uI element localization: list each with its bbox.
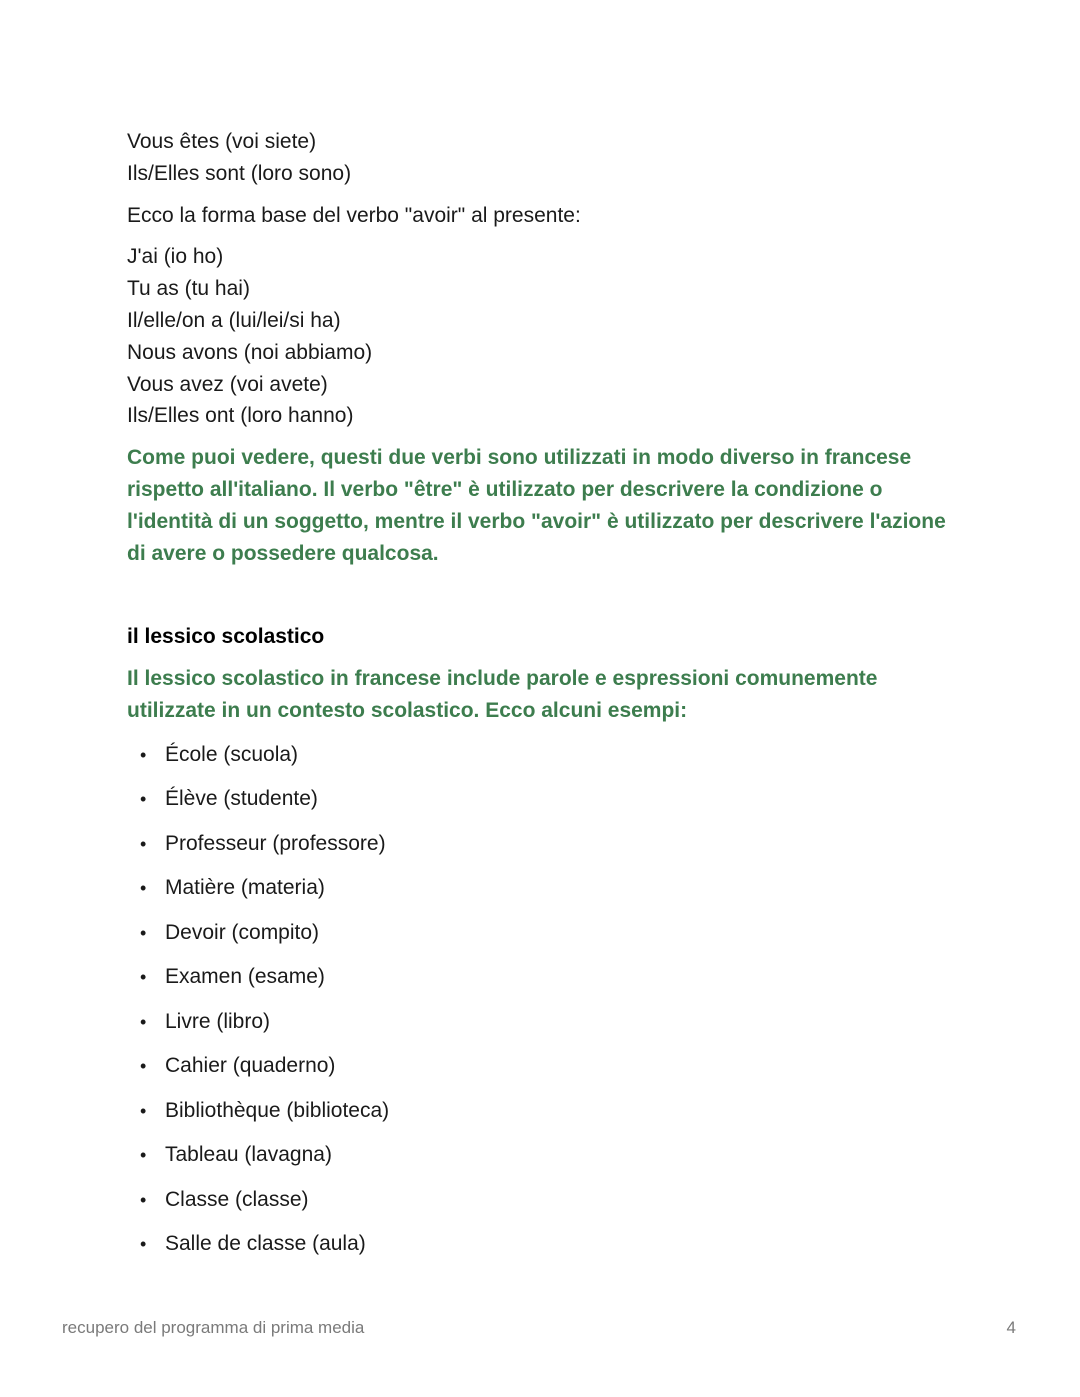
summary-line: rispetto all'italiano. Il verbo "être" è utilizzato per descrivere la condizione o <box>127 477 883 501</box>
bullet-icon: • <box>140 878 147 899</box>
list-item <box>127 961 967 1006</box>
vocab-list <box>127 739 967 1273</box>
list-item <box>127 1095 967 1140</box>
list-item <box>127 917 967 962</box>
list-item <box>127 1006 967 1051</box>
avoir-line: J'ai (io ho) <box>127 245 224 269</box>
vocab-item-text: Professeur (professore) <box>165 831 386 855</box>
vocab-item-text: École (scuola) <box>165 742 299 766</box>
avoir-intro: Ecco la forma base del verbo "avoir" al presente: <box>127 203 581 227</box>
bullet-icon: • <box>140 1011 147 1032</box>
lessico-intro <box>127 663 967 727</box>
etre-conjugation <box>127 126 967 190</box>
vocab-item-text: Classe (classe) <box>165 1187 309 1211</box>
list-item <box>127 1184 967 1229</box>
vocab-item-text: Livre (libro) <box>165 1009 271 1033</box>
footer-title: recupero del programma di prima media <box>62 1318 365 1337</box>
vocab-item-text: Cahier (quaderno) <box>165 1054 336 1078</box>
vocab-item-text: Bibliothèque (biblioteca) <box>165 1098 390 1122</box>
section-heading: il lessico scolastico <box>127 625 325 649</box>
avoir-line: Vous avez (voi avete) <box>127 372 328 396</box>
bullet-icon: • <box>140 789 147 810</box>
list-item <box>127 1050 967 1095</box>
list-item <box>127 1228 967 1273</box>
vocab-item-text: Devoir (compito) <box>165 920 320 944</box>
summary-line: Come puoi vedere, questi due verbi sono utilizzati in modo diverso in francese <box>127 446 912 470</box>
bullet-icon: • <box>140 1056 147 1077</box>
summary-paragraph <box>127 442 967 569</box>
bullet-icon: • <box>140 1100 147 1121</box>
list-item <box>127 1139 967 1184</box>
vocab-item-text: Salle de classe (aula) <box>165 1232 366 1256</box>
list-item <box>127 872 967 917</box>
avoir-line: Ils/Elles ont (loro hanno) <box>127 404 354 428</box>
etre-line: Vous êtes (voi siete) <box>127 130 317 153</box>
bullet-icon: • <box>140 1189 147 1210</box>
avoir-line: Tu as (tu hai) <box>127 277 250 301</box>
lessico-intro-line: utilizzate in un contesto scolastico. Ecco alcuni esempi: <box>127 698 688 722</box>
list-item <box>127 739 967 784</box>
vocab-item-text: Examen (esame) <box>165 965 325 989</box>
avoir-conjugation <box>127 241 967 432</box>
vocab-item-text: Tableau (lavagna) <box>165 1143 332 1167</box>
vocab-item-text: Élève (studente) <box>165 787 318 811</box>
avoir-line: Il/elle/on a (lui/lei/si ha) <box>127 308 341 332</box>
list-item <box>127 783 967 828</box>
bullet-icon: • <box>140 744 147 765</box>
list-item <box>127 828 967 873</box>
summary-line: di avere o possedere qualcosa. <box>127 541 439 565</box>
bullet-icon: • <box>140 1234 147 1255</box>
lessico-intro-line: Il lessico scolastico in francese include parole e espressioni comunemente <box>127 667 878 691</box>
summary-line: l'identità di un soggetto, mentre il verbo "avoir" è utilizzato per descrivere l'azione <box>127 509 946 533</box>
etre-line: Ils/Elles sont (loro sono) <box>127 161 352 185</box>
avoir-line: Nous avons (noi abbiamo) <box>127 340 373 364</box>
vocab-item-text: Matière (materia) <box>165 876 325 900</box>
bullet-icon: • <box>140 833 147 854</box>
bullet-icon: • <box>140 1145 147 1166</box>
page-content <box>127 126 967 1273</box>
page-number: 4 <box>1006 1318 1016 1337</box>
bullet-icon: • <box>140 967 147 988</box>
bullet-icon: • <box>140 922 147 943</box>
